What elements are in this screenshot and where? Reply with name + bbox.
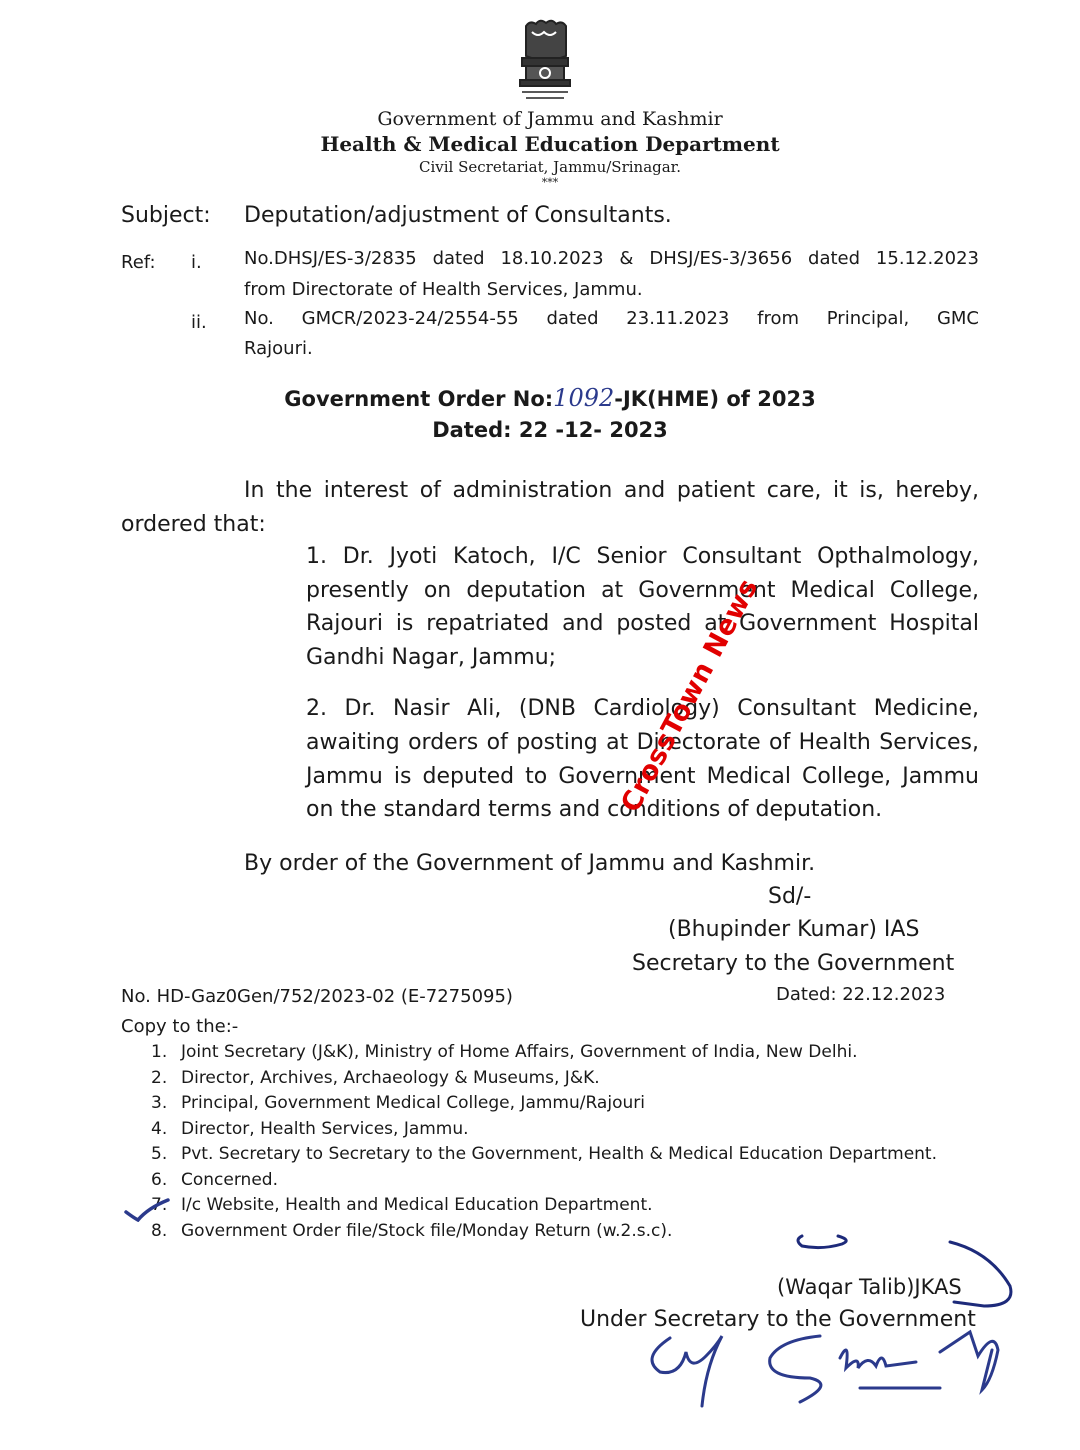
item2-line1: 2. Dr. Nasir Ali, (DNB Cardiology) Consultant Medicine, [306,696,979,721]
header-government: Government of Jammu and Kashmir [377,108,723,130]
list-item: 8. Government Order file/Stock file/Monday Return (w.2.s.c). [151,1220,673,1241]
ref-2-line1: No. GMCR/2023-24/2554-55 dated 23.11.2023 from Principal, GMC [244,308,979,329]
under-secretary-designation: Under Secretary to the Government [580,1307,976,1332]
intro-line2: ordered that: [121,512,266,537]
item2-line3: Jammu is deputed to Government Medical College, Jammu [306,764,979,789]
watermark-crosstown-news: CrossTown News [615,573,765,818]
signature-sd: Sd/- [768,884,812,909]
header-address: Civil Secretariat, Jammu/Srinagar. [419,158,681,176]
reference-dated: Dated: 22.12.2023 [776,984,946,1005]
under-secretary-name: (Waqar Talib)JKAS [777,1275,962,1299]
order-number-line [0,384,1080,412]
intro-line1: In the interest of administration and patient care, it is, hereby, [244,478,979,503]
ref-label: Ref: [121,252,156,273]
list-item: 6. Concerned. [151,1169,278,1190]
header-stars: *** [541,176,559,189]
copy-to-label: Copy to the:- [121,1016,239,1037]
initials-scribble-icon [640,1328,1020,1418]
item2-line2: awaiting orders of posting at Directorate of Health Services, [306,730,979,755]
signature-designation: Secretary to the Government [632,951,955,976]
ref-num-2: ii. [191,312,207,333]
item1-line1: 1. Dr. Jyoti Katoch, I/C Senior Consultant Opthalmology, [306,544,979,569]
list-item: 1. Joint Secretary (J&K), Ministry of Home Affairs, Government of India, New Delhi. [151,1042,858,1062]
list-item: 4. Director, Health Services, Jammu. [151,1118,469,1139]
signature-scribble-icon [780,1222,1030,1328]
item2-line4: on the standard terms and conditions of deputation. [306,797,883,822]
ref-num-1: i. [191,252,202,273]
state-emblem-icon [512,18,578,110]
list-item: 3. Principal, Government Medical College, Jammu/Rajouri [151,1093,645,1113]
by-order: By order of the Government of Jammu and Kashmir. [244,851,816,876]
item1-line4: Gandhi Nagar, Jammu; [306,645,557,670]
order-dated: Dated: 22 -12- 2023 [432,418,668,442]
subject-text: Deputation/adjustment of Consultants. [244,203,672,228]
order-suffix: -JK(HME) of 2023 [614,387,816,411]
order-prefix: Government Order No: [284,387,554,411]
ref-1-line2: from Directorate of Health Services, Jammu. [244,279,643,300]
subject-label: Subject: [121,203,211,228]
list-item: 7. I/c Website, Health and Medical Education Department. [151,1195,653,1215]
ref-1-line1: No.DHSJ/ES-3/2835 dated 18.10.2023 & DHSJ/ES-3/3656 dated 15.12.2023 [244,248,979,269]
reference-number: No. HD-Gaz0Gen/752/2023-02 (E-7275095) [121,986,513,1007]
item1-line3: Rajouri is repatriated and posted at Government Hospital [306,611,979,636]
list-item: 2. Director, Archives, Archaeology & Museums, J&K. [151,1067,600,1088]
ref-2-line2: Rajouri. [244,338,313,359]
copy-list [151,1042,971,1246]
list-item: 5. Pvt. Secretary to Secretary to the Government, Health & Medical Education Department. [151,1144,938,1164]
item1-line2: presently on deputation at Government Medical College, [306,578,979,603]
order-number-handwritten: 1092 [553,384,615,412]
tick-mark-icon [124,1196,170,1222]
signature-name: (Bhupinder Kumar) IAS [668,917,920,942]
header-department: Health & Medical Education Department [320,132,780,156]
